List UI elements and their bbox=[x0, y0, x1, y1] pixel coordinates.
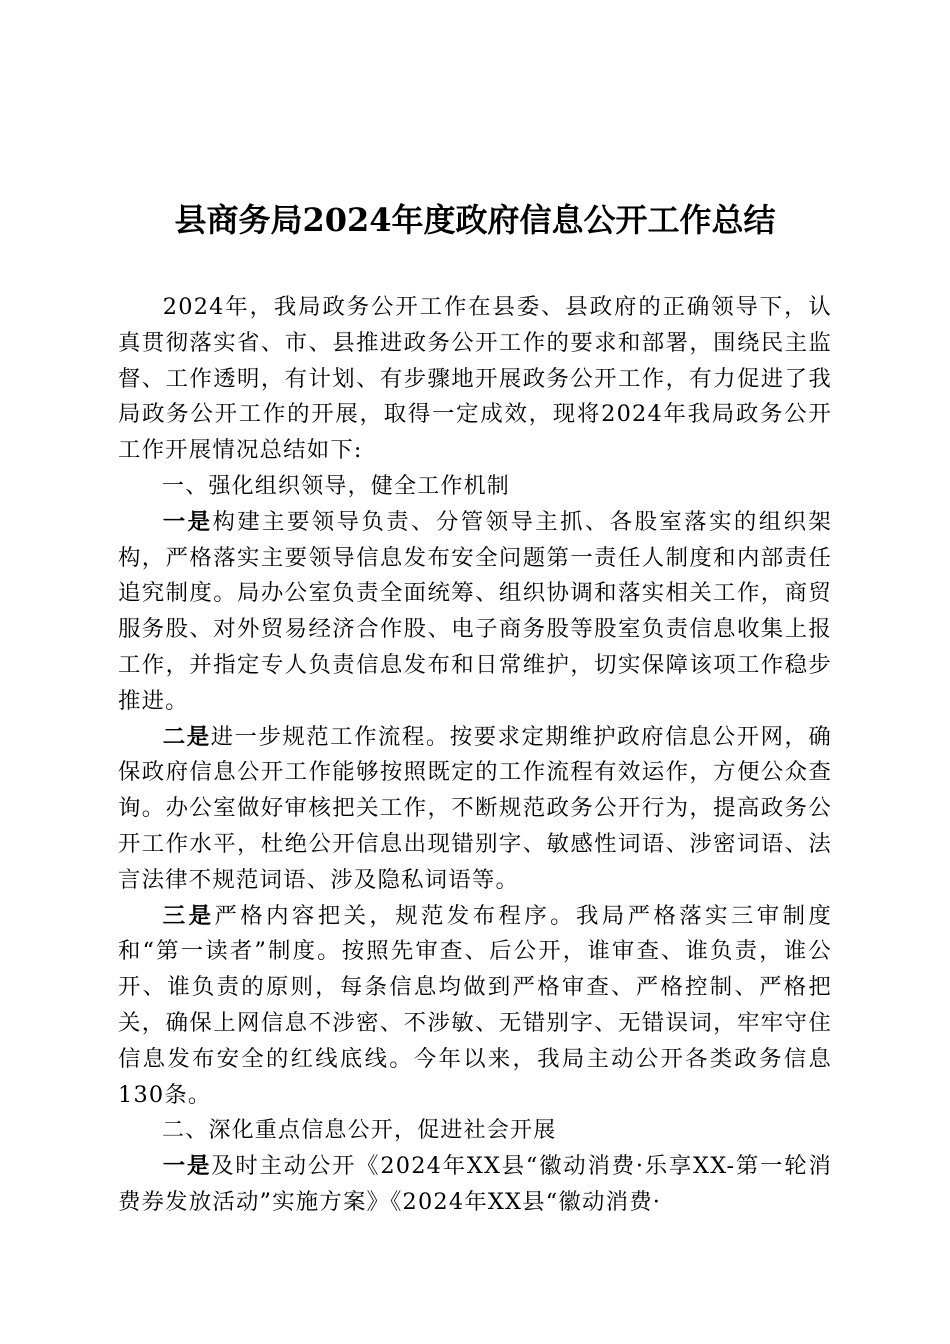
document-body bbox=[118, 290, 832, 1221]
section2-paragraph-1 bbox=[118, 1149, 832, 1221]
paragraph-lead: 一是 bbox=[162, 508, 213, 535]
section1-paragraph-1 bbox=[118, 505, 832, 720]
paragraph-text: 严格内容把关，规范发布程序。我局严格落实三审制度和“第一读者”制度。按照先审查、后公开，谁审查、谁负责，谁公开、谁负责的原则，每条信息均做到严格审查、严格控制、严格把关，确保上网信息不涉密、不涉敏、无错别字、无错误词，牢牢守住信息发布安全的红线底线。今年以来，我局主动公开各类政务信息130条。 bbox=[118, 902, 832, 1108]
paragraph-lead: 二是 bbox=[162, 723, 211, 750]
paragraph-lead: 三是 bbox=[162, 902, 215, 929]
section1-paragraph-2 bbox=[118, 720, 832, 899]
paragraph-text: 及时主动公开《2024年XX县“徽动消费·乐享XX-第一轮消费券发放活动”实施方案》《2024年XX县“徽动消费· bbox=[118, 1153, 832, 1215]
section-heading-1: 一、强化组织领导，健全工作机制 bbox=[162, 473, 511, 499]
section-heading-2: 二、深化重点信息公开，促进社会开展 bbox=[162, 1118, 557, 1144]
intro-paragraph: 2024年，我局政务公开工作在县委、县政府的正确领导下，认真贯彻落实省、市、县推进政务公开工作的要求和部署，围绕民主监督、工作透明，有计划、有步骤地开展政务公开工作，有力促进了我局政务公开工作的开展，取得一定成效，现将2024年我局政务公开工作开展情况总结如下: bbox=[118, 294, 832, 464]
section1-paragraph-3 bbox=[118, 899, 832, 1114]
paragraph-text: 构建主要领导负责、分管领导主抓、各股室落实的组织架构，严格落实主要领导信息发布安全问题第一责任人制度和内部责任追究制度。局办公室负责全面统筹、组织协调和落实相关工作，商贸服务股、对外贸易经济合作股、电子商务股等股室负责信息收集上报工作，并指定专人负责信息发布和日常维护，切实保障该项工作稳步推进。 bbox=[118, 508, 833, 714]
paragraph-lead: 一是 bbox=[162, 1153, 212, 1180]
paragraph-text: 进一步规范工作流程。按要求定期维护政府信息公开网，确保政府信息公开工作能够按照既定的工作流程有效运作，方便公众查询。办公室做好审核把关工作，不断规范政务公开行为，提高政务公开工作水平，杜绝公开信息出现错别字、敏感性词语、涉密词语、法言法律不规范词语、涉及隐私词语等。 bbox=[118, 723, 832, 893]
document-title: 县商务局2024年度政府信息公开工作总结 bbox=[174, 201, 776, 239]
